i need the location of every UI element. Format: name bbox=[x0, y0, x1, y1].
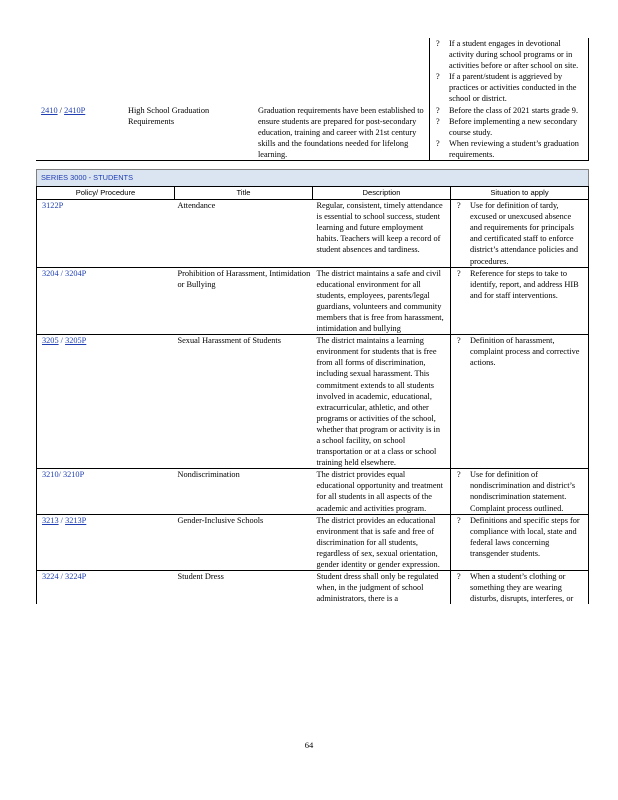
list-item: ? When reviewing a student’s graduation requirements. bbox=[436, 138, 584, 160]
situation-list bbox=[436, 105, 584, 160]
policy-cell: 3205 / 3205P bbox=[37, 335, 175, 469]
policy-cell: 3204 / 3204P bbox=[37, 267, 175, 335]
policy-cell: 2410 / 2410P bbox=[36, 105, 125, 161]
description-cell: The district provides equal educational opportunity and treatment for all students in all aspects of the academic and activities program. bbox=[313, 469, 451, 514]
table-row bbox=[37, 267, 589, 335]
table-row bbox=[37, 200, 589, 268]
situation-cell bbox=[430, 105, 589, 161]
situation-cell bbox=[451, 571, 589, 605]
table-row bbox=[37, 335, 589, 469]
description-cell: The district maintains a safe and civil educational environment for all students, employees, parents/legal guardians, volunteers and community members that is free from harassment, intimidation and bullying bbox=[313, 267, 451, 335]
situation-cell bbox=[430, 38, 589, 105]
list-item: ? When a student’s clothing or something they are wearing disturbs, disrupts, interferes, or bbox=[457, 571, 584, 604]
list-item: ? Before implementing a new secondary course study. bbox=[436, 116, 584, 138]
table-row bbox=[37, 514, 589, 570]
procedure-link[interactable]: 2410P bbox=[64, 105, 86, 115]
header-row bbox=[37, 187, 589, 200]
header-policy: Policy/ Procedure bbox=[37, 187, 175, 200]
title-cell: Student Dress bbox=[177, 572, 224, 582]
series-title: SERIES 3000 - STUDENTS bbox=[37, 170, 589, 187]
table-row bbox=[37, 571, 589, 605]
document-page bbox=[36, 38, 589, 604]
procedure-link[interactable]: 3213P bbox=[65, 515, 87, 525]
list-item: ? If a student engages in devotional activity during school programs or in activities before or after school on site. bbox=[436, 38, 584, 71]
policy-link[interactable]: 3205 bbox=[42, 336, 59, 346]
table-row bbox=[37, 469, 589, 514]
description-cell: Regular, consistent, timely attendance is essential to school success, student learning and future employment habits. Teachers will keep a record of student absences and tardiness. bbox=[313, 200, 451, 268]
list-item: ? Reference for steps to take to identify, report, and address HIB and for staff interventions. bbox=[457, 268, 584, 301]
table-row bbox=[36, 105, 589, 161]
situation-cell bbox=[451, 200, 589, 268]
series-heading-row bbox=[37, 170, 589, 187]
title-cell: Prohibition of Harassment, Intimidation or Bullying bbox=[175, 267, 313, 335]
header-title: Title bbox=[175, 187, 313, 200]
list-item: ? Before the class of 2021 starts grade 9. bbox=[436, 105, 584, 116]
policy-link[interactable]: 3213 bbox=[42, 515, 59, 525]
title-cell: Attendance bbox=[175, 200, 313, 268]
title-cell: Nondiscrimination bbox=[175, 469, 313, 514]
list-item: ? Use for definition of nondiscrimination and district’s nondiscrimination statement. Complaint process outlined. bbox=[457, 469, 584, 513]
policy-cell: 3224 / 3224P bbox=[37, 571, 175, 605]
series-2000-table bbox=[36, 38, 589, 161]
list-item: ? Definitions and specific steps for compliance with local, state and federal laws concerning transgender students. bbox=[457, 515, 584, 559]
policy-cell: 3210/ 3210P bbox=[37, 469, 175, 514]
situation-list bbox=[436, 38, 584, 105]
header-description: Description bbox=[313, 187, 451, 200]
description-cell: Graduation requirements have been established to ensure students are prepared for post-secondary education, training and career with 21st century skills and the foundations needed for lifelong learning. bbox=[254, 105, 430, 161]
header-situation: Situation to apply bbox=[451, 187, 589, 200]
list-item: ? Definition of harassment, complaint process and corrective actions. bbox=[457, 335, 584, 368]
description-cell: Student dress shall only be regulated when, in the judgment of school administrators, there is a bbox=[316, 572, 439, 604]
situation-cell bbox=[451, 267, 589, 335]
series-3000-table bbox=[36, 169, 589, 604]
policy-cell: 3213 / 3213P bbox=[37, 514, 175, 570]
title-cell: High School Graduation Requirements bbox=[125, 105, 254, 161]
description-cell: The district maintains a learning environment for students that is free from all forms of discrimination, including sexual harassment. This commitment extends to all students involved in academic, educational, extracurricular, athletic, and other programs or activities of the school, whether that program or activity is in a school facility, on school transportation or at a class or school training held elsewhere. bbox=[313, 335, 451, 469]
table-row bbox=[36, 38, 589, 105]
situation-cell bbox=[451, 335, 589, 469]
situation-cell bbox=[451, 469, 589, 514]
policy-link[interactable]: 2410 bbox=[41, 105, 58, 115]
page-number: 64 bbox=[304, 740, 314, 750]
title-cell: Sexual Harassment of Students bbox=[175, 335, 313, 469]
description-cell: The district provides an educational environment that is safe and free of discrimination for all students, regardless of sex, sexual orientation, gender identity or gender expression. bbox=[313, 514, 451, 570]
list-item: ? Use for definition of tardy, excused or unexcused absence and requirements for principals and certificated staff to enforce district’s attendance policies and procedures. bbox=[457, 200, 584, 267]
list-item: ? If a parent/student is aggrieved by practices or activities conducted in the school or district. bbox=[436, 71, 584, 104]
procedure-link[interactable]: 3205P bbox=[65, 336, 87, 346]
policy-cell: 3122P bbox=[37, 200, 175, 268]
situation-cell bbox=[451, 514, 589, 570]
title-cell: Gender-Inclusive Schools bbox=[175, 514, 313, 570]
